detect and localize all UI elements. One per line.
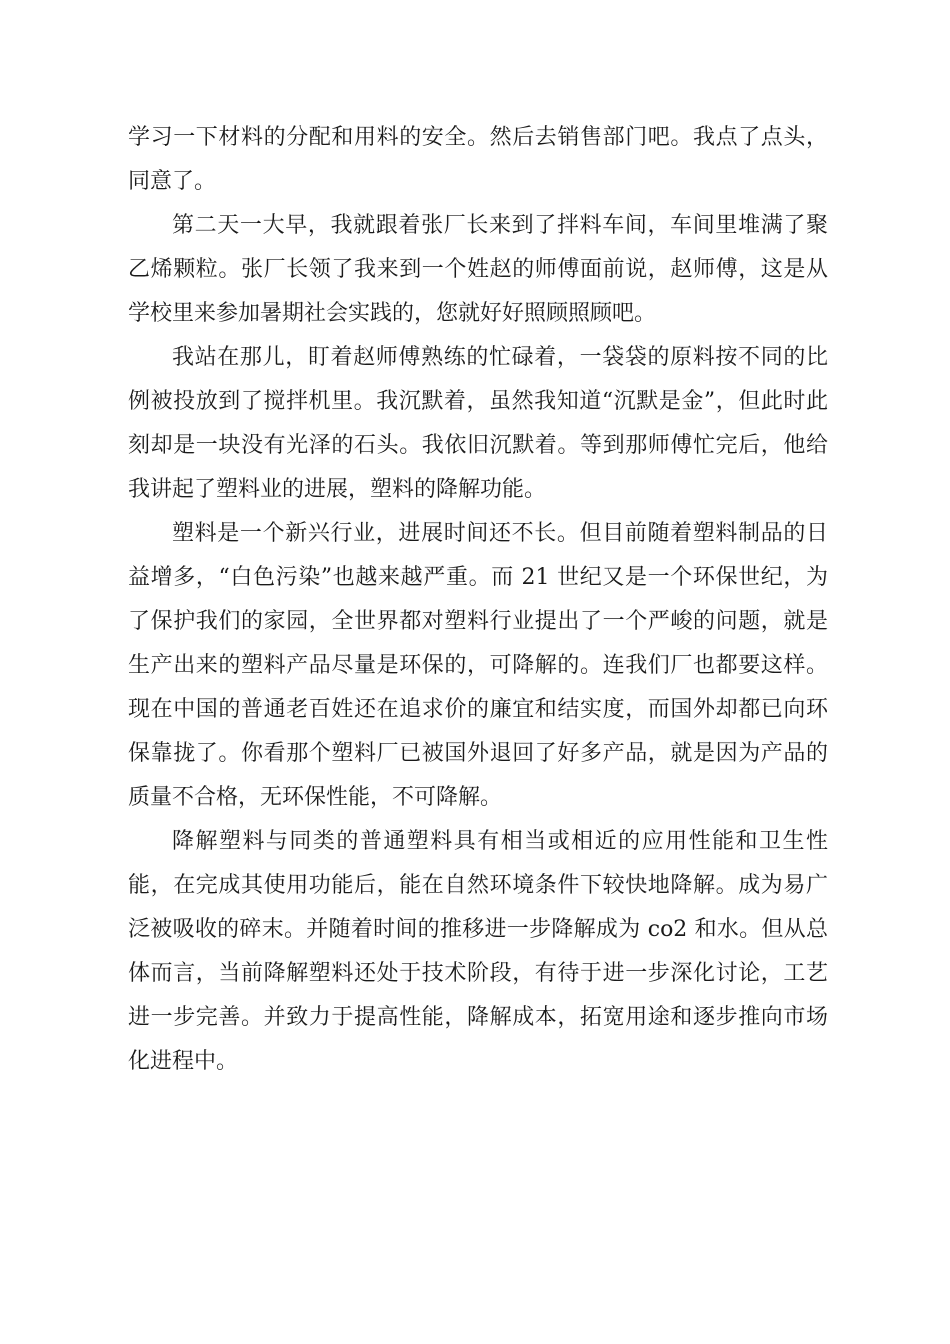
paragraph-2: 第二天一大早，我就跟着张厂长来到了拌料车间，车间里堆满了聚乙烯颗粒。张厂长领了我来到一个姓赵的师傅面前说，赵师傅，这是从学校里来参加暑期社会实践的，您就好好照顾照顾吧。 bbox=[128, 213, 828, 326]
paragraph-4: 塑料是一个新兴行业，进展时间还不长。但目前随着塑料制品的日益增多，“白色污染”也越来越严重。而 21 世纪又是一个环保世纪，为了保护我们的家园，全世界都对塑料行业提出了一个严峻的问题，就是生产出来的塑料产品尽量是环保的，可降解的。连我们厂也都要这样。现在中国的普通老百姓还在追求价的廉宜和结实度，而国外却都已向环保靠拢了。你看那个塑料厂已被国外退回了好多产品，就是因为产品的质量不合格，无环保性能，不可降解。 bbox=[128, 521, 828, 810]
paragraph-5: 降解塑料与同类的普通塑料具有相当或相近的应用性能和卫生性能，在完成其使用功能后，能在自然环境条件下较快地降解。成为易广泛被吸收的碎末。并随着时间的推移进一步降解成为 co2 和水。但从总体而言，当前降解塑料还处于技术阶段，有待于进一步深化讨论，工艺进一步完善。并致力于提高性能，降解成本，拓宽用途和逐步推向市场化进程中。 bbox=[128, 829, 828, 1074]
document-page bbox=[128, 116, 828, 1084]
paragraph-3: 我站在那儿，盯着赵师傅熟练的忙碌着，一袋袋的原料按不同的比例被投放到了搅拌机里。我沉默着，虽然我知道“沉默是金”，但此时此刻却是一块没有光泽的石头。我依旧沉默着。等到那师傅忙完后，他给我讲起了塑料业的进展，塑料的降解功能。 bbox=[128, 345, 828, 502]
paragraph-continuation: 学习一下材料的分配和用料的安全。然后去销售部门吧。我点了点头，同意了。 bbox=[128, 125, 828, 194]
